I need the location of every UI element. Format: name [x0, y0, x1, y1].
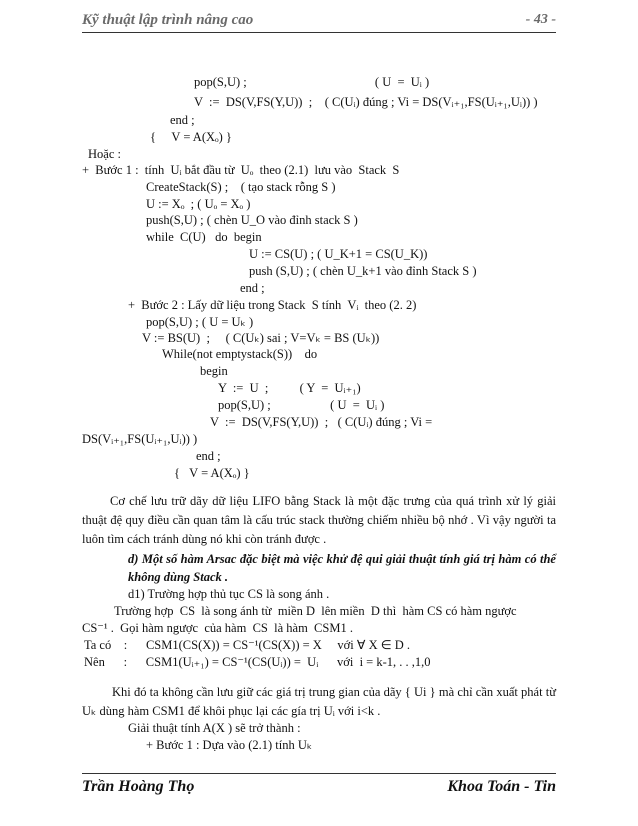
- page-number: - 43 -: [525, 12, 556, 27]
- text-line: d1) Trường hợp thủ tục CS là song ánh .: [128, 587, 330, 601]
- code-line: end ;: [240, 281, 265, 295]
- code-line: while C(U) do begin: [146, 230, 262, 244]
- code-line: + Bước 1 : tính Uᵢ bắt đầu từ Uₒ theo (2.1) lưu vào Stack S: [82, 163, 400, 177]
- code-line: push (S,U) ; ( chèn U_k+1 vào đỉnh Stack S ): [249, 264, 477, 278]
- code-line: U := CS(U) ; ( U_K+1 = CS(U_K)): [249, 247, 428, 261]
- footer-author: Trần Hoàng Thọ: [82, 778, 195, 795]
- code-line: pop(S,U) ; ( U = Uᵢ ): [218, 398, 385, 412]
- code-line: CreateStack(S) ; ( tạo stack rỗng S ): [146, 180, 336, 194]
- text-line: Trường hợp CS là song ánh từ miền D lên miền D thì hàm CS có hàm ngược: [114, 604, 517, 618]
- code-line: DS(Vᵢ₊₁,FS(Uᵢ₊₁,Uᵢ)) ): [82, 432, 198, 446]
- text-line: + Bước 1 : Dựa vào (2.1) tính Uₖ: [146, 738, 313, 752]
- code-line: end ;: [170, 113, 195, 127]
- code-line: U := Xₒ ; ( Uₒ = Xₒ ): [146, 197, 251, 211]
- page-header: [82, 10, 556, 33]
- code-line: push(S,U) ; ( chèn U_O vào đỉnh stack S ): [146, 213, 358, 227]
- formula-line: Ta có : CSM1(CS(X)) = CS⁻¹(CS(X)) = X với ∀ X ∈ D .: [84, 638, 411, 652]
- code-line: { V = A(Xₒ) }: [174, 466, 250, 480]
- code-line: pop(S,U) ; ( U = Uᵢ ): [194, 75, 430, 89]
- header-title: Kỹ thuật lập trình nâng cao: [82, 12, 254, 28]
- section-heading: d) Một số hàm Arsac đặc biệt mà việc khử đệ qui giải thuật tính giá trị hàm có thể không dùng Stack .: [128, 552, 556, 584]
- footer-department: Khoa Toán - Tin: [447, 778, 556, 795]
- text-line: CS⁻¹ . Gọi hàm ngược của hàm CS là hàm CSM1 .: [82, 621, 353, 635]
- code-line: + Bước 2 : Lấy dữ liệu trong Stack S tính Vᵢ theo (2. 2): [128, 298, 417, 312]
- code-line: V := DS(V,FS(Y,U)) ; ( C(Uᵢ) đúng ; Vi =: [210, 415, 433, 429]
- code-line: end ;: [196, 449, 221, 463]
- code-line: V := BS(U) ; ( C(Uₖ) sai ; V=Vₖ = BS (Uₖ)): [142, 331, 380, 345]
- code-line: While(not emptystack(S)) do: [162, 347, 318, 361]
- code-line: V := DS(V,FS(Y,U)) ; ( C(Uᵢ) đúng ; Vi = DS(Vᵢ₊₁,FS(Uᵢ₊₁,Uᵢ)) ): [194, 95, 538, 109]
- page-footer: [82, 773, 556, 795]
- code-line: Y := U ; ( Y = Uᵢ₊₁): [218, 381, 361, 395]
- code-line: begin: [200, 364, 228, 378]
- code-line: { V = A(Xₒ) }: [150, 130, 232, 144]
- code-line: pop(S,U) ; ( U = Uₖ ): [146, 315, 254, 329]
- code-line: Hoặc :: [88, 147, 121, 161]
- paragraph: Khi đó ta không cần lưu giữ các giá trị trung gian của dãy { Ui } mà chỉ cần xuất phát từ Uₖ dùng hàm CSM1 để khôi phục lại các gía trị Uᵢ với i<k .: [82, 685, 556, 718]
- paragraph: Cơ chế lưu trữ dãy dữ liệu LIFO bằng Stack là một đặc trưng của quá trình xử lý giải thuật đệ quy điều cần quan tâm là cấu trúc stack thường chiếm nhiều bộ nhớ . Vì vậy người ta luôn tìm cách tránh dùng nó khi còn tránh được .: [82, 494, 556, 546]
- formula-line: Nên : CSM1(Uᵢ₊₁) = CS⁻¹(CS(Uᵢ)) = Uᵢ với i = k-1, . . ,1,0: [84, 655, 431, 669]
- text-line: Giải thuật tính A(X ) sẽ trở thành :: [128, 721, 301, 735]
